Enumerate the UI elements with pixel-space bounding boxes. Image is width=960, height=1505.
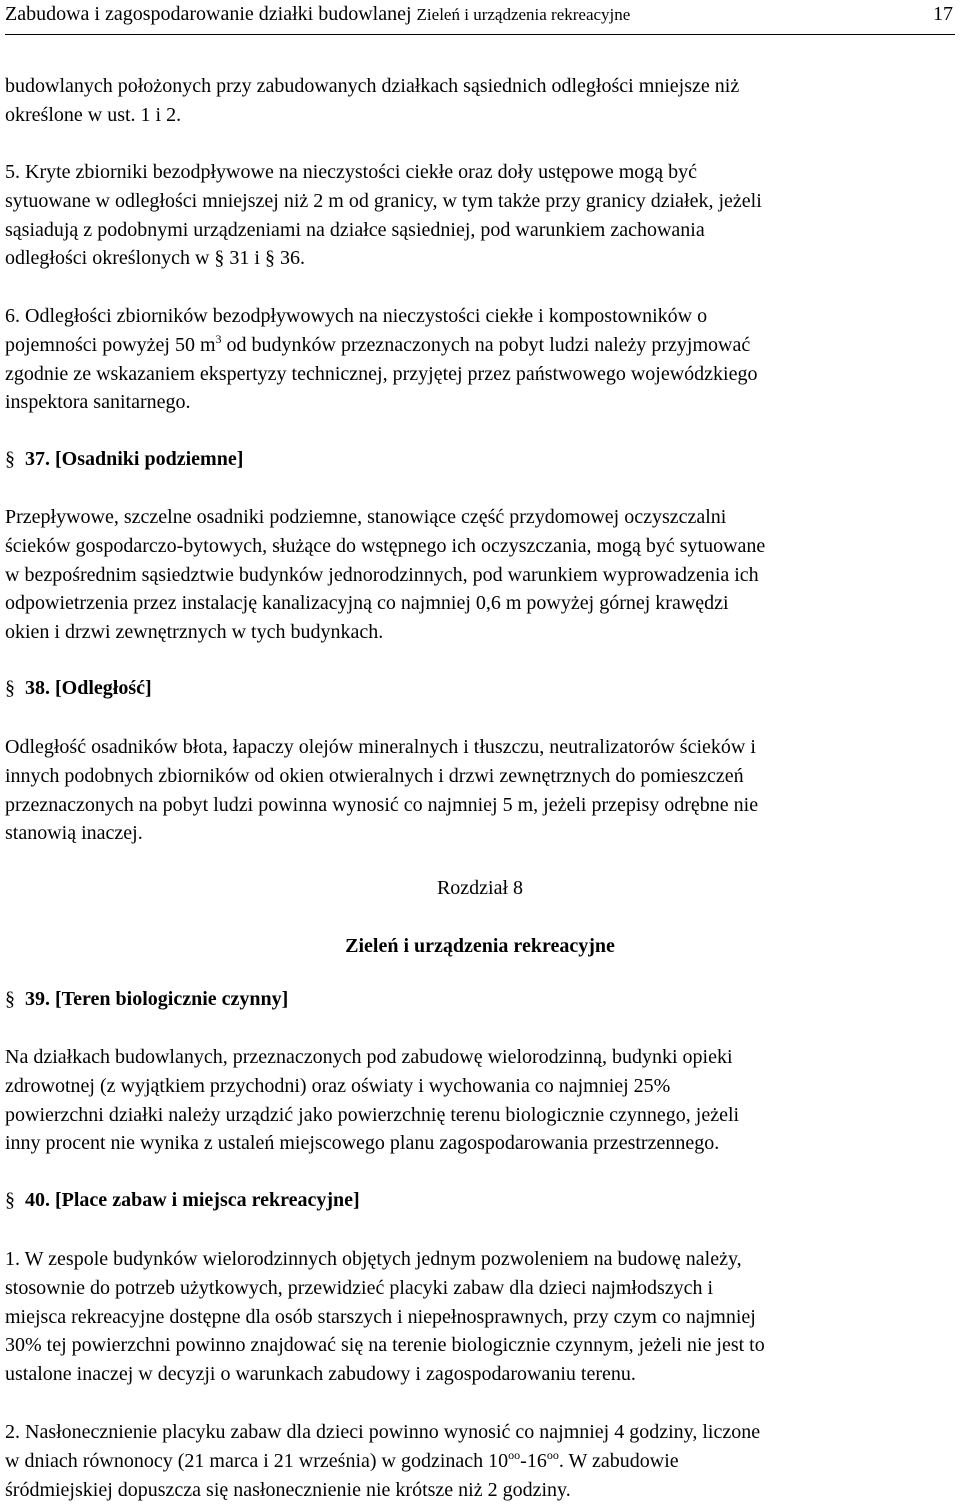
text-line: inny procent nie wynika z ustaleń miejscowego planu zagospodarowania przestrzennego. <box>5 1132 720 1155</box>
page-header <box>5 0 955 35</box>
text-line: ścieków gospodarczo-bytowych, służące do wstępnego ich oczyszczania, mogą być sytuowane <box>5 534 766 557</box>
superscript: 3 <box>215 331 222 346</box>
page-number: 17 <box>933 3 953 25</box>
section-38-body <box>5 733 955 848</box>
text-line: w bezpośrednim sąsiedztwie budynków jednorodzinnych, pod warunkiem wyprowadzenia ich <box>5 563 759 586</box>
superscript: oo <box>546 1447 559 1462</box>
header-main-title: Zabudowa i zagospodarowanie działki budowlanej <box>5 3 412 25</box>
chapter-label: Rozdział 8 <box>436 877 524 899</box>
text-line: 30% tej powierzchni powinno znajdować się na terenie biologicznie czynnym, jeżeli nie jest to <box>5 1334 765 1357</box>
text-line: 1. W zespole budynków wielorodzinnych objętych jednym pozwoleniem na budowę należy, <box>5 1248 742 1270</box>
text-span: . W zabudowie <box>558 1449 679 1472</box>
text-line <box>5 1447 955 1476</box>
chapter-title: Zieleń i urządzenia rekreacyjne <box>345 935 615 957</box>
text-line: przeznaczonych na pobyt ludzi powinna wynosić co najmniej 5 m, jeżeli przepisy odrębne nie <box>5 793 759 816</box>
section-symbol: § <box>5 988 15 1010</box>
header-title <box>5 3 630 26</box>
section-37-body <box>5 503 955 647</box>
text-line: okien i drzwi zewnętrznych w tych budynkach. <box>5 621 384 644</box>
text-line: sytuowane w odległości mniejszej niż 2 m od granicy, w tym także przy granicy działek, jeżeli <box>5 189 762 212</box>
header-subtitle: Zieleń i urządzenia rekreacyjne <box>416 5 631 24</box>
paragraph-5 <box>5 158 955 273</box>
section-symbol: § <box>5 448 15 470</box>
text-line: stosownie do potrzeb użytkowych, przewidzieć placyki zabaw dla dzieci najmłodszych i <box>5 1276 714 1299</box>
section-symbol: § <box>5 677 15 699</box>
text-span: -16 <box>520 1449 547 1472</box>
text-line <box>5 331 955 360</box>
text-line: innych podobnych zbiorników od okien otwieralnych i drzwi zewnętrznych do pomieszczeń <box>5 764 744 787</box>
text-span: pojemności powyżej 50 m <box>5 333 216 356</box>
text-line: stanowią inaczej. <box>5 822 143 845</box>
section-40-paragraph-1 <box>5 1245 955 1389</box>
section-symbol: § <box>5 1189 15 1211</box>
text-line: określone w ust. 1 i 2. <box>5 103 182 126</box>
text-line: śródmiejskiej dopuszcza się nasłonecznienie nie krótsze niż 2 godziny. <box>5 1478 571 1501</box>
section-37-heading <box>5 448 243 471</box>
text-line: 2. Nasłonecznienie placyku zabaw dla dzieci powinno wynosić co najmniej 4 godziny, liczone <box>5 1421 761 1443</box>
section-40-heading <box>5 1189 360 1212</box>
text-line: odpowietrzenia przez instalację kanalizacyjną co najmniej 0,6 m powyżej górnej krawędzi <box>5 592 729 615</box>
text-line: powierzchni działki należy urządzić jako powierzchnię terenu biologicznie czynnego, jeżeli <box>5 1103 740 1126</box>
paragraph-6 <box>5 302 955 417</box>
section-title: 40. [Place zabaw i miejsca rekreacyjne] <box>25 1189 360 1211</box>
superscript: oo <box>508 1447 521 1462</box>
text-line: inspektora sanitarnego. <box>5 391 191 414</box>
text-span: od budynków przeznaczonych na pobyt ludzi należy przyjmować <box>221 333 751 356</box>
text-line: budowlanych położonych przy zabudowanych działkach sąsiednich odległości mniejsze niż <box>5 75 740 97</box>
text-line: Odległość osadników błota, łapaczy olejów mineralnych i tłuszczu, neutralizatorów ścieków i <box>5 736 756 758</box>
text-line: Przepływowe, szczelne osadniki podziemne, stanowiące część przydomowej oczyszczalni <box>5 506 727 528</box>
section-title: 37. [Osadniki podziemne] <box>25 448 244 470</box>
text-line: zgodnie ze wskazaniem ekspertyzy technicznej, przyjętej przez państwowego wojewódzkiego <box>5 362 758 385</box>
section-title: 39. [Teren biologicznie czynny] <box>25 988 289 1010</box>
text-line: sąsiadują z podobnymi urządzeniami na działce sąsiedniej, pod warunkiem zachowania <box>5 218 705 241</box>
paragraph-continuation <box>5 72 955 130</box>
text-span: w dniach równonocy (21 marca i 21 września) w godzinach 10 <box>5 1449 509 1472</box>
text-line: miejsca rekreacyjne dostępne dla osób starszych i niepełnosprawnych, przy czym co najmniej <box>5 1305 756 1328</box>
text-line: zdrowotnej (z wyjątkiem przychodni) oraz oświaty i wychowania co najmniej 25% <box>5 1074 671 1097</box>
section-40-paragraph-2 <box>5 1418 955 1504</box>
section-title: 38. [Odległość] <box>25 677 152 699</box>
text-line: 5. Kryte zbiorniki bezodpływowe na nieczystości ciekłe oraz doły ustępowe mogą być <box>5 161 698 183</box>
text-line: odległości określonych w § 31 i § 36. <box>5 247 305 270</box>
section-39-heading <box>5 988 288 1011</box>
section-39-body <box>5 1043 955 1158</box>
text-line: 6. Odległości zbiorników bezodpływowych na nieczystości ciekłe i kompostowników o <box>5 305 708 327</box>
text-line: ustalone inaczej w decyzji o warunkach zabudowy i zagospodarowaniu terenu. <box>5 1363 636 1386</box>
text-line: Na działkach budowlanych, przeznaczonych pod zabudowę wielorodzinną, budynki opieki <box>5 1046 733 1068</box>
section-38-heading <box>5 677 152 700</box>
